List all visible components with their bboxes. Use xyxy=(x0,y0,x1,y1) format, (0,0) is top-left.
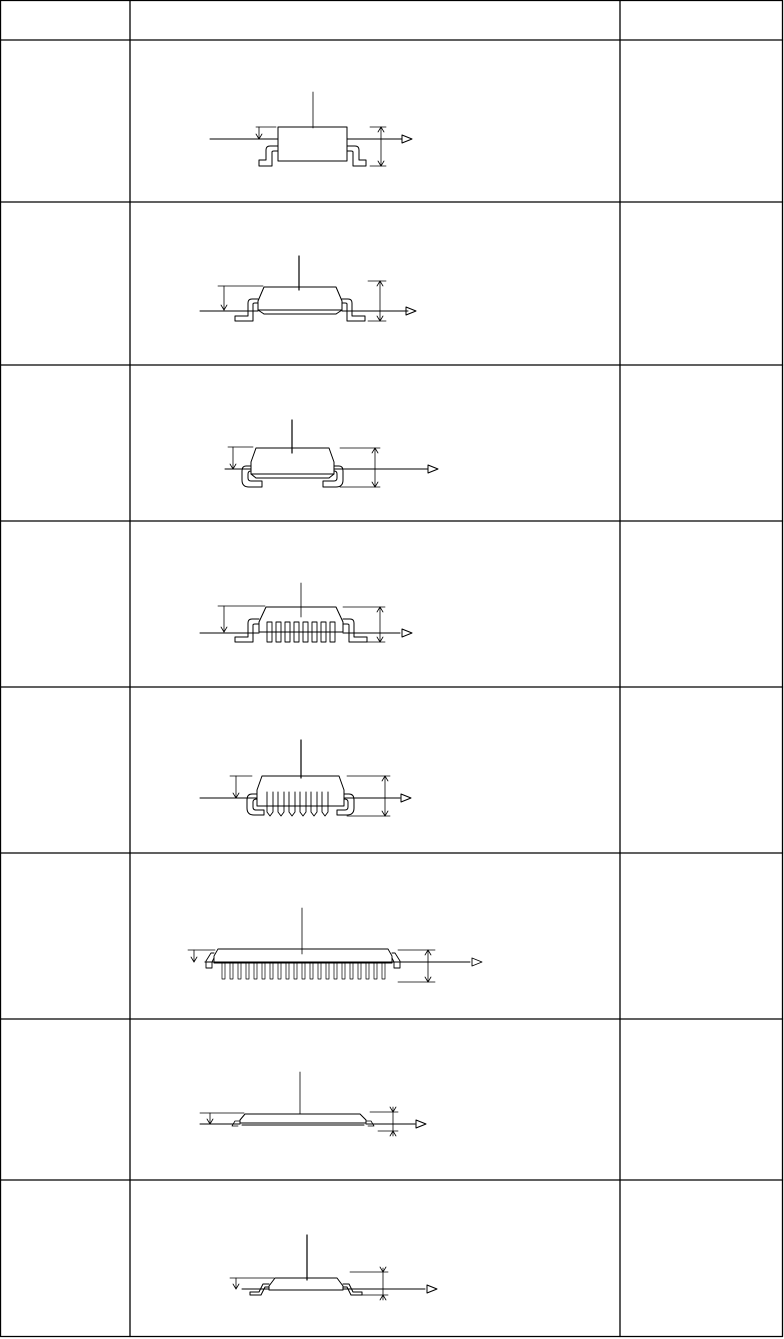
gull-wing-small-outline-package-icon xyxy=(200,256,416,321)
gull-wing-2-lead-package-icon xyxy=(210,92,412,166)
j-lead-multi-lead-package-icon xyxy=(200,740,411,816)
thin-small-outline-package-icon xyxy=(230,1235,437,1300)
gull-wing-multi-lead-package-icon xyxy=(200,583,412,642)
table-grid-lines xyxy=(1,1,783,1337)
j-lead-small-outline-package-icon xyxy=(225,420,438,487)
fine-pitch-gull-wing-package-icon xyxy=(188,908,482,982)
thin-flat-package-icon xyxy=(200,1072,426,1136)
